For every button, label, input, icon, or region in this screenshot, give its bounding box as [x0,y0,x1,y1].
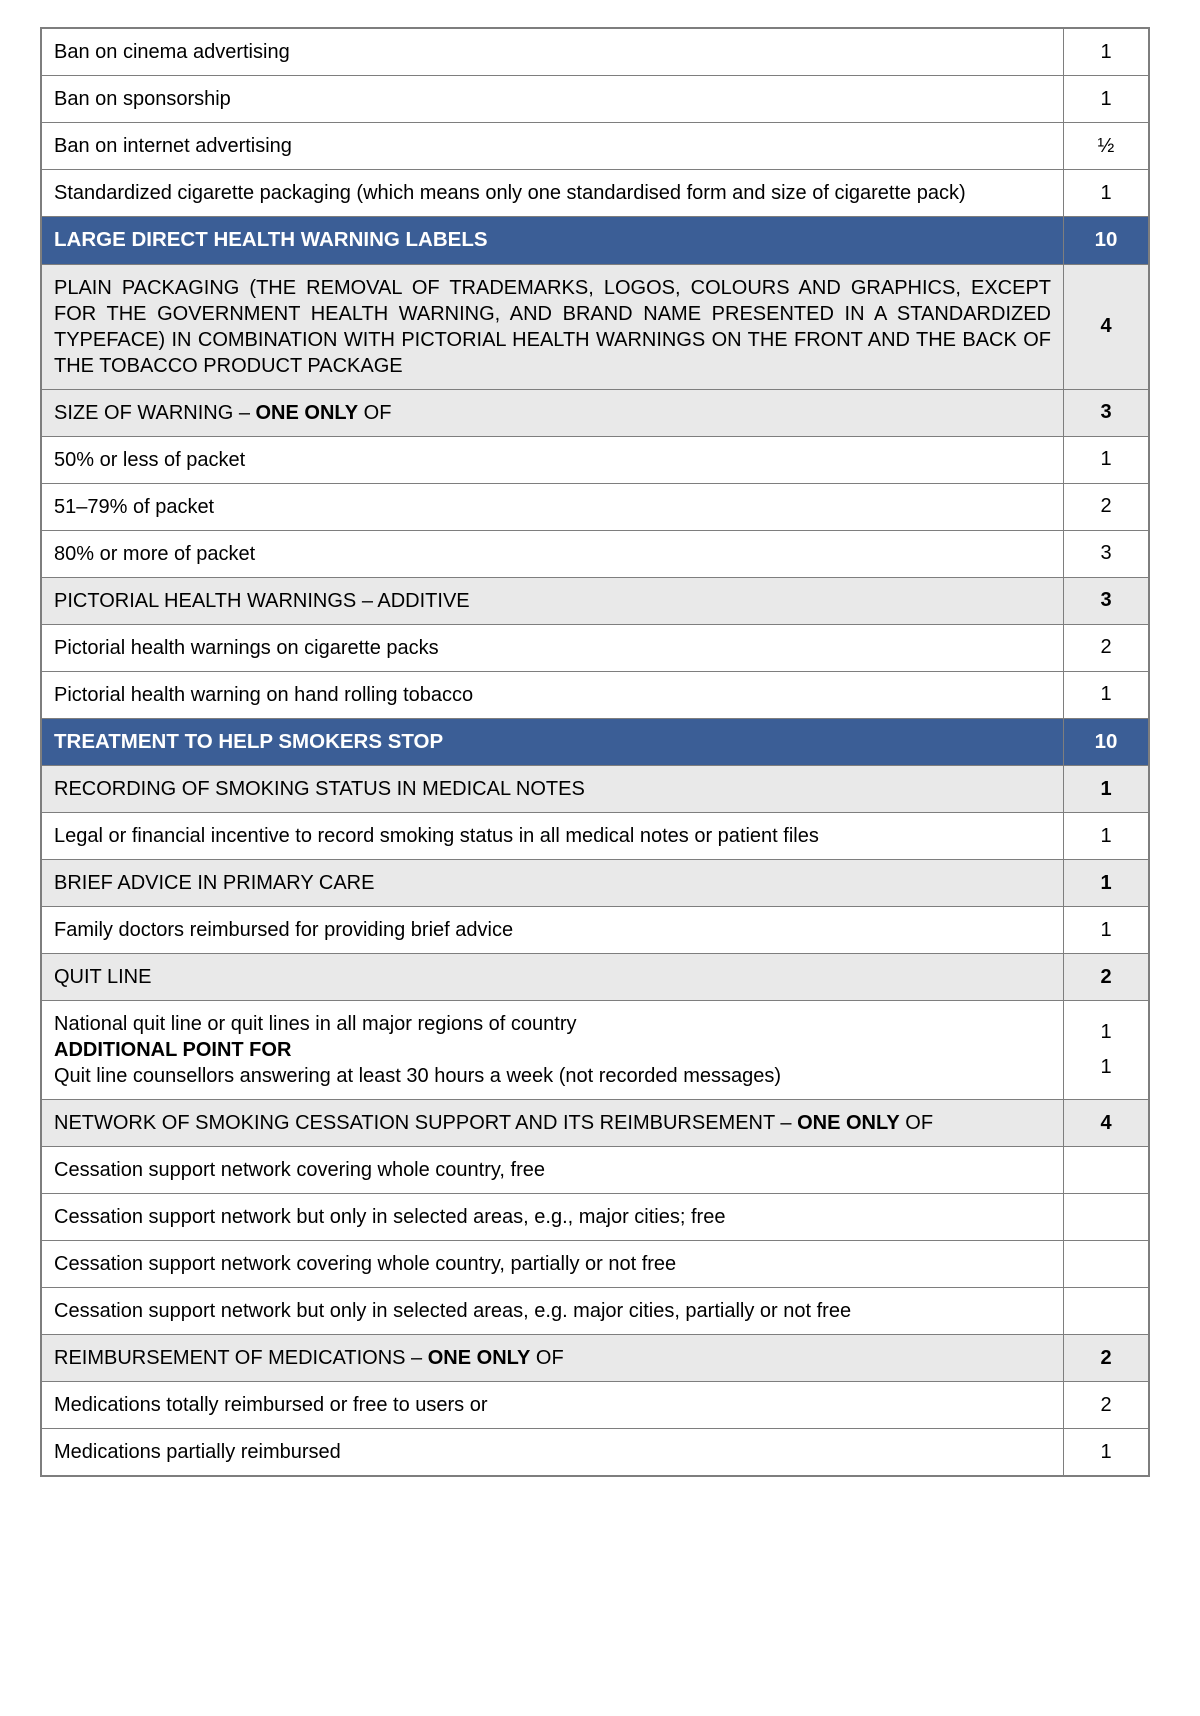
row-label-line [54,1011,1051,1037]
row-points [1064,217,1150,265]
table-row [41,389,1149,436]
row-points [1064,860,1150,907]
text-part: PICTORIAL HEALTH WARNINGS – ADDITIVE [54,589,470,612]
row-label [41,1194,1064,1241]
text-part: 50% or less of packet [54,448,246,471]
row-label [41,483,1064,530]
table-row [41,907,1149,954]
text-part: OF [358,401,392,424]
scorecard-table-body [41,28,1149,1476]
row-points [1064,577,1150,624]
row-points [1064,1335,1150,1382]
points-value: 3 [1100,589,1112,612]
row-label-line [54,180,1051,206]
row-label-line [54,447,1051,473]
points-value: 1 [1100,181,1112,204]
table-row [41,170,1149,217]
row-label [41,1001,1064,1100]
text-part: PLAIN PACKAGING (THE REMOVAL OF TRADEMARKS, LOGOS, COLOURS AND GRAPHICS, EXCEPT FOR THE GOVERNMENT HEALTH WARNING, AND BRAND NAME PRESENTED IN A STANDARDIZED TYPEFACE) IN COMBINATION WITH PICTORIAL HEALTH WARNINGS ON THE FRONT AND THE BACK OF THE TOBACCO PRODUCT PACKAGE [54,276,1051,377]
text-part: NETWORK OF SMOKING CESSATION SUPPORT AND ITS REIMBURSEMENT – [54,1112,798,1135]
table-row [41,860,1149,907]
points-value: 1 [1100,448,1112,471]
text-part: Medications totally reimbursed or free to users or [54,1394,488,1417]
row-label-line [54,1298,1051,1324]
row-label-line [54,1063,1051,1089]
row-points [1064,123,1150,170]
points-value: 4 [1100,315,1112,338]
points-value: 2 [1100,636,1112,659]
points-value: 2 [1100,1393,1112,1416]
table-row [41,624,1149,671]
points-value: 1 [1100,1056,1112,1079]
row-label [41,766,1064,813]
row-label-line [54,1392,1051,1418]
row-points [1064,624,1150,671]
row-label-line [54,400,1051,426]
text-part: ADDITIONAL POINT FOR [54,1039,292,1062]
text-part: Cessation support network covering whole country, partially or not free [54,1253,677,1276]
table-row [41,1288,1149,1335]
row-label [41,1335,1064,1382]
row-label-line [54,1037,1051,1063]
table-row [41,217,1149,265]
row-points [1064,76,1150,123]
table-row [41,1335,1149,1382]
row-label [41,577,1064,624]
row-points [1064,28,1150,76]
points-value: 4 [1100,1111,1112,1134]
points-value: 10 [1094,228,1118,252]
text-part: QUIT LINE [54,966,152,989]
table-row [41,1241,1149,1288]
points-value: 2 [1100,495,1112,518]
table-row [41,1382,1149,1429]
text-part: National quit line or quit lines in all major regions of country [54,1013,577,1036]
row-label-line [54,494,1051,520]
row-label [41,1241,1064,1288]
table-row [41,577,1149,624]
row-points [1064,1241,1150,1288]
points-value: 1 [1100,918,1112,941]
row-points [1064,1100,1150,1147]
points-value: 1 [1100,87,1112,110]
row-label-line [54,227,1051,254]
table-row [41,123,1149,170]
row-label [41,436,1064,483]
row-points [1064,907,1150,954]
text-part: OF [899,1112,934,1135]
row-points [1064,483,1150,530]
row-points [1064,718,1150,766]
table-row [41,1001,1149,1100]
row-points [1064,1147,1150,1194]
text-part: Medications partially reimbursed [54,1441,341,1464]
row-label-line [54,1110,1051,1136]
row-label-line [54,1204,1051,1230]
points-value: 2 [1100,1346,1112,1369]
text-part: OF [530,1347,564,1370]
text-part: SIZE OF WARNING – [54,401,256,424]
row-label [41,718,1064,766]
row-points [1064,671,1150,718]
table-row [41,954,1149,1001]
row-label-line [54,275,1051,379]
points-value: 1 [1100,1440,1112,1463]
row-label [41,671,1064,718]
table-row [41,813,1149,860]
row-points [1064,954,1150,1001]
table-row [41,1147,1149,1194]
points-value: 1 [1100,683,1112,706]
text-part: ONE ONLY [797,1112,900,1135]
row-points [1064,766,1150,813]
row-points [1064,1194,1150,1241]
points-value: 3 [1100,542,1112,565]
text-part: ONE ONLY [427,1347,531,1370]
row-label [41,1100,1064,1147]
row-points [1064,1429,1150,1477]
row-label-line [54,870,1051,896]
row-label [41,1382,1064,1429]
text-part: 80% or more of packet [54,542,256,565]
row-label-line [54,823,1051,849]
text-part: Cessation support network but only in selected areas, e.g. major cities, partially or not free [54,1300,852,1323]
row-label-line [54,1251,1051,1277]
table-row [41,1194,1149,1241]
row-label-line [54,588,1051,614]
row-points [1064,1288,1150,1335]
text-part: Family doctors reimbursed for providing brief advice [54,919,514,942]
row-label [41,530,1064,577]
row-label [41,907,1064,954]
points-value: 1 [1100,1021,1112,1044]
points-value: 10 [1094,729,1118,753]
table-row [41,530,1149,577]
table-row [41,264,1149,389]
table-row [41,671,1149,718]
row-label-line [54,917,1051,943]
row-points [1064,530,1150,577]
row-points [1064,170,1150,217]
row-label [41,170,1064,217]
row-label [41,76,1064,123]
row-label-line [54,86,1051,112]
row-points [1064,813,1150,860]
row-label [41,1429,1064,1477]
table-row [41,766,1149,813]
table-row [41,1429,1149,1477]
text-part: REIMBURSEMENT OF MEDICATIONS – [54,1347,428,1370]
points-value: 1 [1100,777,1112,800]
text-part: ONE ONLY [255,401,359,424]
table-row [41,483,1149,530]
row-label-line [54,1439,1051,1465]
table-row [41,28,1149,76]
row-label-line [54,776,1051,802]
points-value: 3 [1100,401,1112,424]
row-label [41,954,1064,1001]
text-part: Cessation support network but only in selected areas, e.g., major cities; free [54,1206,726,1229]
text-part: TREATMENT TO HELP SMOKERS STOP [54,729,444,753]
row-label [41,28,1064,76]
row-label-line [54,729,1051,756]
text-part: LARGE DIRECT HEALTH WARNING LABELS [54,228,488,251]
text-part: Ban on cinema advertising [54,41,290,63]
row-label-line [54,541,1051,567]
points-value: 1 [1100,871,1112,894]
points-value: 1 [1100,40,1112,63]
text-part: RECORDING OF SMOKING STATUS IN MEDICAL NOTES [54,778,585,801]
text-part: BRIEF ADVICE IN PRIMARY CARE [54,872,375,895]
row-label-line [54,1157,1051,1183]
row-points [1064,1001,1150,1100]
row-label [41,123,1064,170]
points-value: 2 [1100,965,1112,988]
row-label [41,1288,1064,1335]
row-label-line [54,635,1051,661]
row-label-line [54,1345,1051,1371]
text-part: Cessation support network covering whole country, free [54,1159,545,1182]
text-part: Ban on internet advertising [54,135,292,157]
text-part: Ban on sponsorship [54,88,231,110]
text-part: 51–79% of packet [54,495,215,518]
text-part: Pictorial health warning on hand rolling tobacco [54,683,474,706]
row-points [1064,1382,1150,1429]
tobacco-control-scorecard-table [40,27,1150,1477]
row-label [41,264,1064,389]
table-row [41,436,1149,483]
row-points [1064,389,1150,436]
table-row [41,76,1149,123]
row-label-line [54,682,1051,708]
table-row [41,1100,1149,1147]
row-label [41,813,1064,860]
points-value: ½ [1097,134,1115,157]
row-label-line [54,39,1051,65]
row-label-line [54,133,1051,159]
scorecard-table-container [40,27,1150,1477]
row-points [1064,436,1150,483]
row-label [41,389,1064,436]
text-part: Legal or financial incentive to record smoking status in all medical notes or patient files [54,825,819,848]
row-label [41,217,1064,265]
row-label [41,860,1064,907]
row-label-line [54,964,1051,990]
table-row [41,718,1149,766]
text-part: Quit line counsellors answering at least 30 hours a week (not recorded messages) [54,1065,782,1088]
row-label [41,1147,1064,1194]
text-part: Pictorial health warnings on cigarette packs [54,636,439,659]
text-part: Standardized cigarette packaging (which means only one standardised form and size of cigarette pack) [54,182,966,204]
row-label [41,624,1064,671]
row-points [1064,264,1150,389]
points-value: 1 [1100,824,1112,847]
